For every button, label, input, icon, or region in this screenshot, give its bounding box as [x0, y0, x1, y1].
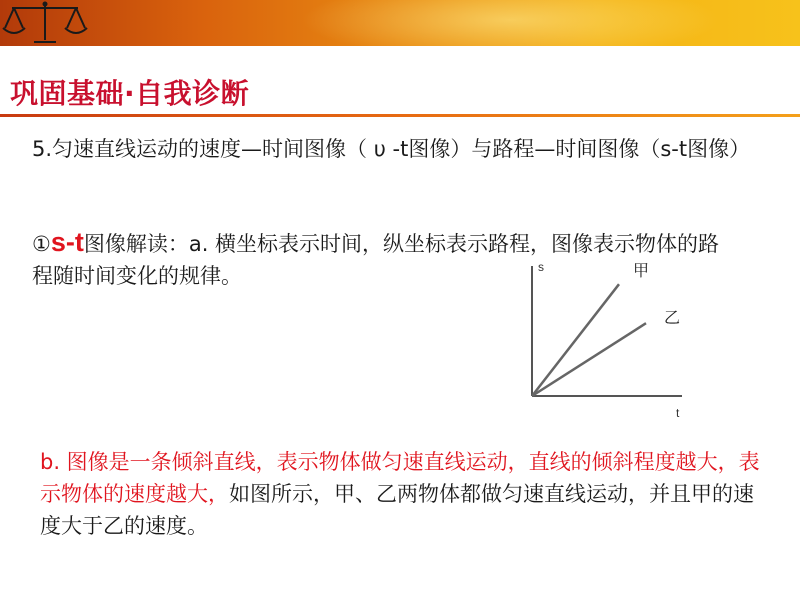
series-line-1: [532, 284, 619, 396]
y-axis-label: s: [538, 260, 544, 274]
point-b-red-text: b. 图像是一条倾斜直线，表示物体做匀速直线运动，直线的倾斜程度越大，表示物体的速度越大，: [40, 450, 760, 506]
page-title: 巩固基础·自我诊断: [10, 77, 250, 110]
banner-glow: [300, 0, 720, 46]
circled-one-marker: ①: [32, 232, 51, 256]
point-b-paragraph: [40, 446, 760, 542]
chart-series: [532, 284, 646, 396]
series-label-1: 甲: [633, 263, 650, 281]
series-line-2: [532, 323, 646, 396]
point-5-paragraph: 5.匀速直线运动的速度—时间图像（ υ -t图像）与路程—时间图像（s-t图像）: [32, 137, 751, 161]
chart-axes: [532, 266, 682, 396]
st-chart: [500, 250, 700, 425]
point-b-black-text: 如图所示，甲、乙两物体都做匀速直线运动，并且甲的速度大于乙的速度。: [40, 482, 754, 538]
title-underline: [0, 114, 800, 117]
series-label-2: 乙: [664, 310, 681, 328]
st-term: s-t: [50, 227, 84, 257]
top-banner: [0, 0, 800, 46]
scales-icon: [0, 0, 90, 46]
st-reading-text: 图像解读：a. 横坐标表示时间，纵坐标表示路程，图像表示物体的路程随时间变化的规律。: [32, 232, 720, 288]
x-axis-label: t: [676, 406, 680, 420]
